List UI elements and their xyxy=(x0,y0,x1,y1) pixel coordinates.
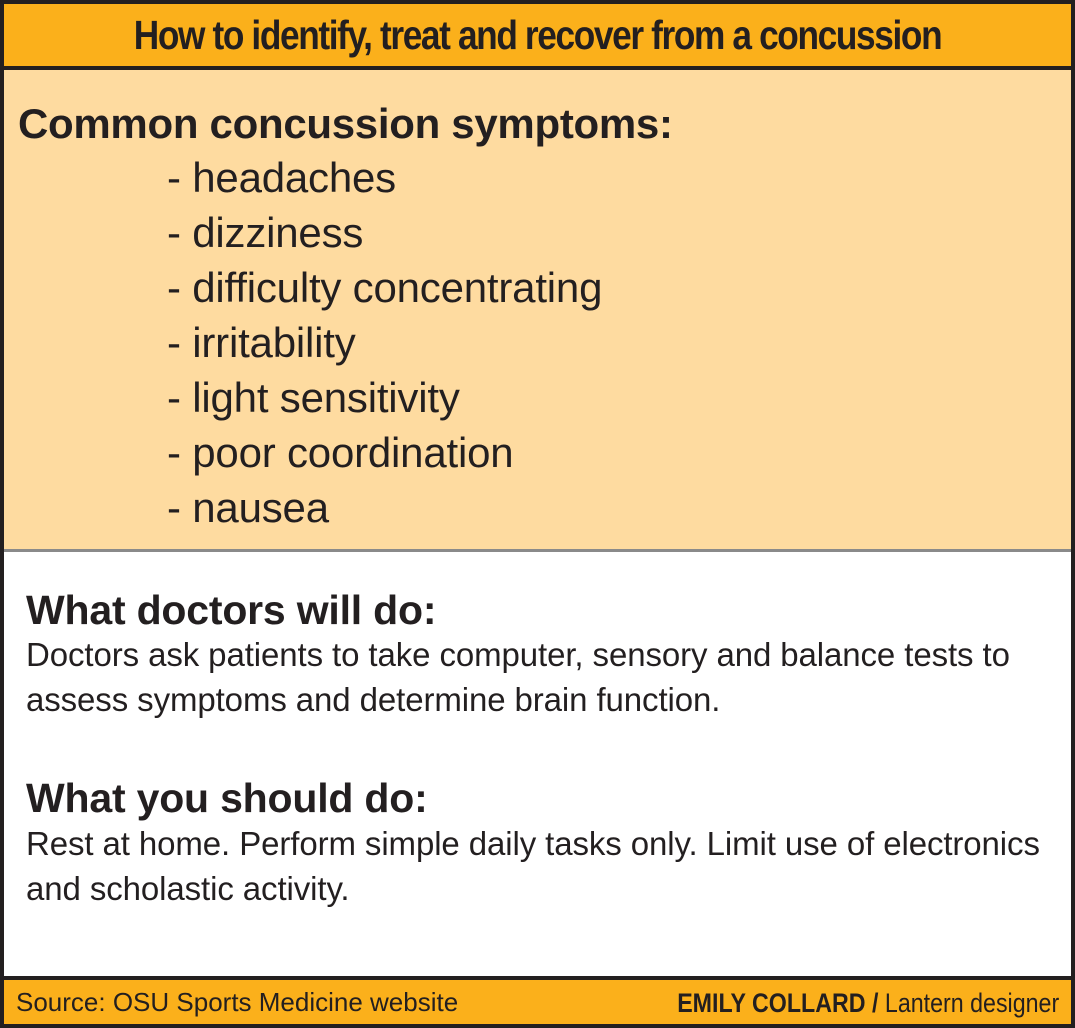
designer-name: EMILY COLLARD / xyxy=(676,988,879,1018)
symptoms-heading: Common concussion symptoms: xyxy=(18,100,673,147)
symptom-item: - light sensitivity xyxy=(167,374,460,421)
symptom-item: - difficulty concentrating xyxy=(167,264,603,311)
title-bar xyxy=(4,4,1071,70)
symptom-item: - irritability xyxy=(167,319,356,366)
symptom-item: - headaches xyxy=(167,154,396,201)
symptom-item: - poor coordination xyxy=(167,429,514,476)
you-body: Rest at home. Perform simple daily tasks only. Limit use of electronics and scholastic activity. xyxy=(26,825,1040,907)
footer-bar xyxy=(4,976,1071,1024)
you-heading: What you should do: xyxy=(26,775,428,821)
symptom-item: - dizziness xyxy=(167,209,364,256)
symptom-list xyxy=(167,150,602,535)
symptom-item: - nausea xyxy=(167,484,329,531)
doctors-heading: What doctors will do: xyxy=(26,587,437,633)
source-credit: Source: OSU Sports Medicine website xyxy=(16,987,459,1017)
page-title: How to identify, treat and recover from a concussion xyxy=(133,11,942,58)
doctors-body: Doctors ask patients to take computer, sensory and balance tests to assess symptoms and determine brain function. xyxy=(26,636,1010,718)
designer-credit xyxy=(677,987,1059,1019)
symptoms-panel xyxy=(4,70,1071,552)
designer-role: Lantern designer xyxy=(884,988,1059,1018)
